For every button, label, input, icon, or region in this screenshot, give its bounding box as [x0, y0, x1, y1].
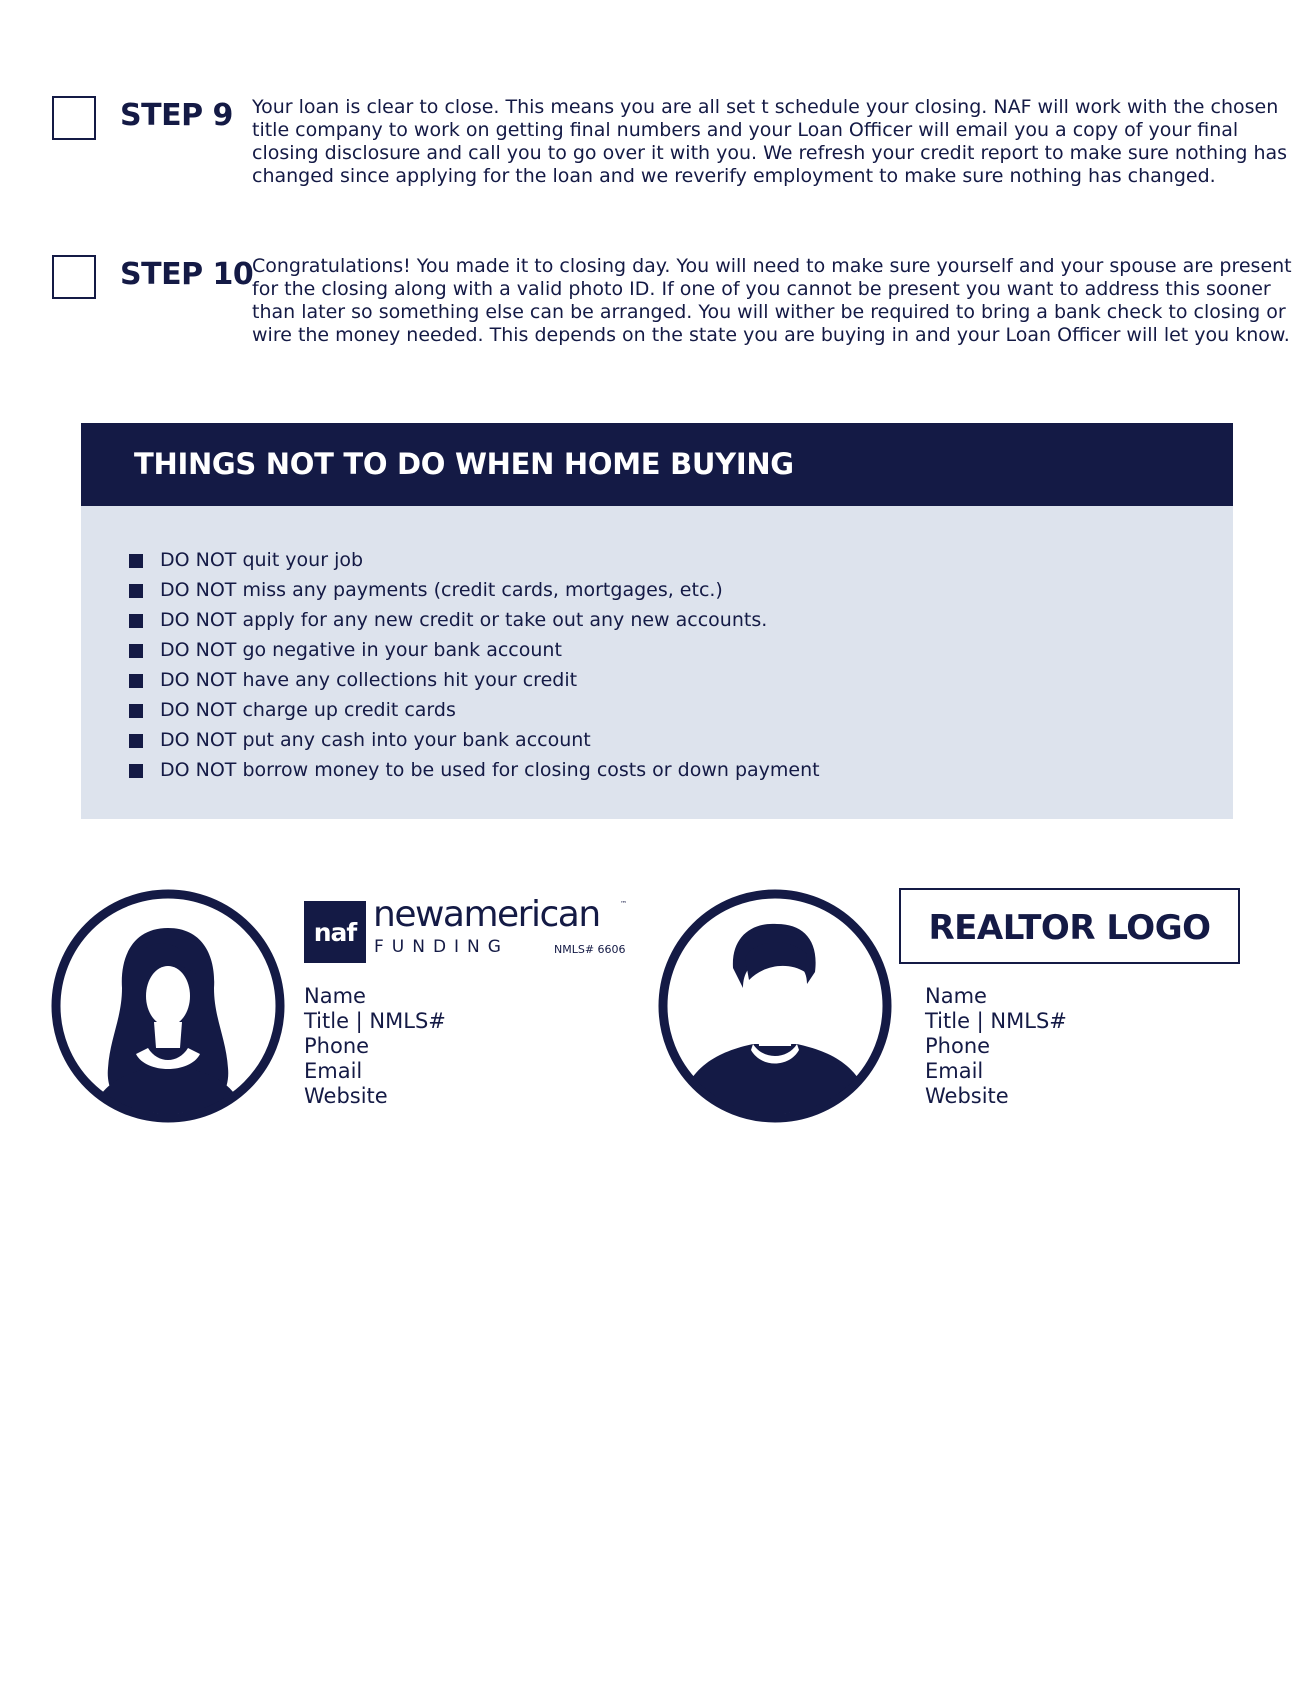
list-item-text: DO NOT go negative in your bank account — [160, 639, 562, 661]
contact-email: Email — [925, 1059, 984, 1083]
things-not-to-do-panel — [81, 423, 1233, 819]
list-item — [129, 605, 820, 635]
list-item-text: DO NOT put any cash into your bank account — [160, 729, 591, 751]
new-american-funding-logo — [304, 894, 634, 967]
step-9-text: Your loan is clear to close. This means you are all set t schedule your closing. NAF will work with the chosen title company to work on getting final numbers and your Loan Officer will email you a copy of your final closing disclosure and call you to go over it with you. We refresh your credit report to make sure nothing has changed since applying for the loan and we reverify employment to make sure nothing has changed. — [252, 96, 1288, 187]
square-bullet-icon — [129, 554, 143, 568]
things-not-to-do-list — [129, 545, 820, 785]
square-bullet-icon — [129, 704, 143, 718]
list-item — [129, 635, 820, 665]
step-10-label: STEP 10 — [120, 257, 254, 292]
contact-website: Website — [304, 1084, 388, 1108]
list-item — [129, 695, 820, 725]
contact-title: Title | NMLS# — [925, 1009, 1067, 1033]
step-10-checkbox[interactable] — [52, 255, 96, 299]
list-item-text: DO NOT quit your job — [160, 549, 364, 571]
realtor-contact — [925, 984, 1067, 1109]
realtor-logo-text: REALTOR LOGO — [928, 908, 1211, 948]
list-item-text: DO NOT borrow money to be used for closing costs or down payment — [160, 759, 820, 781]
step-10 — [52, 255, 1292, 385]
realtor-logo-placeholder — [899, 888, 1240, 964]
list-item — [129, 755, 820, 785]
list-item-text: DO NOT charge up credit cards — [160, 699, 456, 721]
square-bullet-icon — [129, 584, 143, 598]
naf-nmls: NMLS# 6606 — [554, 943, 626, 956]
step-10-text: Congratulations! You made it to closing day. You will need to make sure yourself and your spouse are present for the closing along with a valid photo ID. If one of you cannot be present you want to address this sooner than later so something else can be arranged. You will wither be required to bring a bank check to closing or wire the money needed. This depends on the state you are buying in and your Loan Officer will let you know. — [252, 255, 1292, 346]
contact-phone: Phone — [304, 1034, 370, 1058]
male-avatar-icon — [657, 888, 893, 1124]
square-bullet-icon — [129, 674, 143, 688]
female-avatar-icon — [50, 888, 286, 1124]
naf-wordmark: newamerican — [373, 894, 600, 935]
contact-website: Website — [925, 1084, 1009, 1108]
contact-name: Name — [304, 984, 366, 1008]
square-bullet-icon — [129, 764, 143, 778]
step-9-label: STEP 9 — [120, 98, 233, 133]
loan-officer-contact — [304, 984, 446, 1109]
square-bullet-icon — [129, 614, 143, 628]
contact-phone: Phone — [925, 1034, 991, 1058]
list-item-text: DO NOT miss any payments (credit cards, mortgages, etc.) — [160, 579, 723, 601]
list-item — [129, 665, 820, 695]
list-item — [129, 545, 820, 575]
list-item-text: DO NOT apply for any new credit or take out any new accounts. — [160, 609, 768, 631]
list-item — [129, 575, 820, 605]
list-item — [129, 725, 820, 755]
step-9 — [52, 96, 1288, 226]
things-not-to-do-header — [81, 423, 1233, 506]
step-9-checkbox[interactable] — [52, 96, 96, 140]
square-bullet-icon — [129, 644, 143, 658]
list-item-text: DO NOT have any collections hit your credit — [160, 669, 578, 691]
things-not-to-do-title: THINGS NOT TO DO WHEN HOME BUYING — [134, 447, 794, 481]
square-bullet-icon — [129, 734, 143, 748]
naf-funding: FUNDING — [374, 937, 509, 957]
contact-name: Name — [925, 984, 987, 1008]
contact-email: Email — [304, 1059, 363, 1083]
naf-logo-box-text: naf — [313, 918, 357, 947]
naf-logo-box — [304, 901, 366, 963]
naf-trademark: ™ — [620, 900, 627, 908]
contact-title: Title | NMLS# — [304, 1009, 446, 1033]
